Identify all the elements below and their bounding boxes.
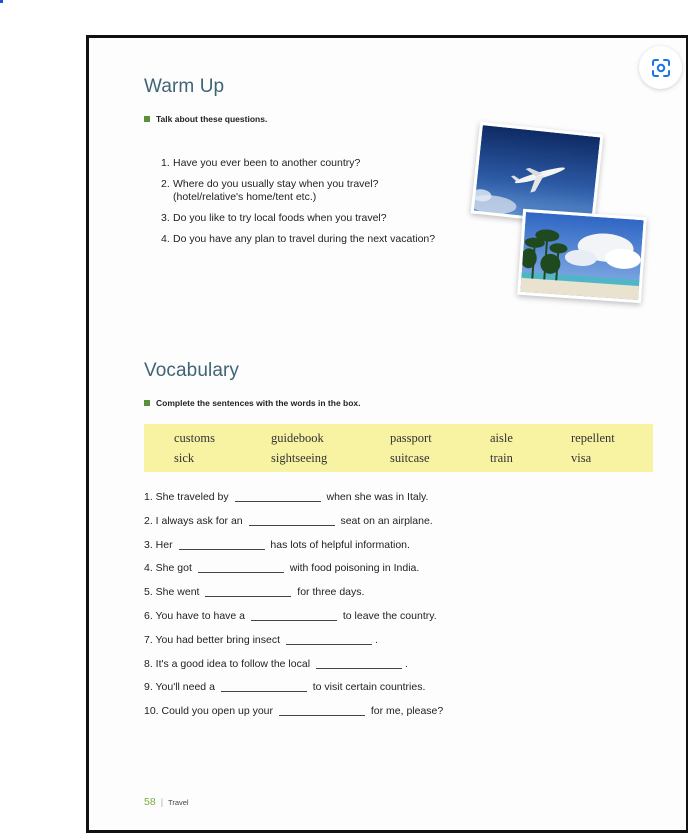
word-bank-item: guidebook <box>271 431 324 445</box>
vocabulary-instruction-text: Complete the sentences with the words in the box. <box>156 398 361 408</box>
sentence-end: seat on an airplane. <box>337 514 433 527</box>
word-bank <box>144 424 653 472</box>
answer-blank <box>198 561 284 573</box>
sentence-end: for me, please? <box>367 705 444 718</box>
textbook-page <box>86 35 688 833</box>
sentence-start: 4. She got <box>144 562 195 575</box>
square-bullet-icon <box>144 400 150 406</box>
question-note: (hotel/relative's home/tent etc.) <box>173 191 317 203</box>
answer-blank <box>286 633 372 645</box>
question-item <box>161 233 435 246</box>
sentence-end: when she was in Italy. <box>323 491 429 503</box>
word-bank-item: sick <box>174 451 195 465</box>
lens-search-button[interactable] <box>639 46 682 89</box>
sentence-item <box>144 585 443 609</box>
sentence-start: 8. It's a good idea to follow the local <box>144 657 313 670</box>
sentence-end: for three days. <box>294 586 365 599</box>
sentence-start: 7. You had better bring insect <box>144 633 283 646</box>
sentence-item <box>144 561 443 585</box>
answer-blank <box>205 585 291 597</box>
question-text: Where do you usually stay when you travel? <box>173 178 379 190</box>
answer-blank <box>251 609 337 621</box>
sentence-end: . <box>374 633 378 646</box>
answer-blank <box>179 538 265 550</box>
answer-blank <box>221 680 307 692</box>
question-item <box>161 212 435 225</box>
word-bank-item: sightseeing <box>271 451 328 465</box>
word-bank-item: train <box>490 451 513 465</box>
answer-blank <box>249 514 335 526</box>
sentence-end: with food poisoning in India. <box>286 562 420 575</box>
question-number: 2. <box>161 178 170 190</box>
vocabulary-sentences <box>144 490 443 728</box>
question-text: Do you like to try local foods when you travel? <box>173 212 387 224</box>
sentence-start: 3. Her <box>144 538 176 551</box>
sentence-start: 2. I always ask for an <box>144 514 246 527</box>
sentence-item <box>144 680 443 704</box>
question-item <box>161 178 435 204</box>
question-text: Do you have any plan to travel during the next vacation? <box>173 233 436 245</box>
camera-search-icon <box>650 57 672 79</box>
answer-blank <box>279 704 365 716</box>
page-footer <box>144 796 189 808</box>
word-bank-item: suitcase <box>390 451 430 465</box>
sentence-item <box>144 704 443 728</box>
vocabulary-title: Vocabulary <box>144 360 240 381</box>
question-number: 4. <box>161 233 170 245</box>
warm-up-instruction-text: Talk about these questions. <box>156 114 268 124</box>
sentence-item <box>144 490 443 514</box>
footer-separator: | <box>160 797 164 807</box>
warm-up-title: Warm Up <box>144 76 225 97</box>
sentence-start: 10. Could you open up your <box>144 705 276 718</box>
sentence-item <box>144 538 443 562</box>
sentence-item <box>144 514 443 538</box>
vocabulary-instruction <box>144 398 361 408</box>
word-bank-item: passport <box>390 431 432 445</box>
chapter-name: Travel <box>168 797 189 807</box>
warm-up-questions <box>161 157 435 254</box>
question-item <box>161 157 435 170</box>
sentence-item <box>144 657 443 681</box>
answer-blank <box>235 490 321 502</box>
word-bank-item: customs <box>174 431 215 445</box>
sentence-start: 5. She went <box>144 586 203 599</box>
sentence-end: to visit certain countries. <box>309 681 426 694</box>
question-number: 1. <box>161 157 170 169</box>
sentence-start: 9. You'll need a <box>144 681 218 694</box>
sentence-start: 6. You have to have a <box>144 609 248 622</box>
question-number: 3. <box>161 212 170 224</box>
square-bullet-icon <box>144 116 150 122</box>
word-bank-item: repellent <box>571 431 615 445</box>
beach-photo <box>517 209 647 303</box>
answer-blank <box>316 657 402 669</box>
page-number: 58 <box>144 796 156 808</box>
word-bank-item: visa <box>571 451 592 465</box>
corner-marker <box>0 0 3 3</box>
sentence-item <box>144 633 443 657</box>
question-text-block <box>173 178 378 204</box>
sentence-end: has lots of helpful information. <box>267 538 410 551</box>
sentence-end: to leave the country. <box>339 609 437 622</box>
warm-up-instruction <box>144 114 267 124</box>
sentence-end: . <box>404 657 408 670</box>
sentence-start: 1. She traveled by <box>144 491 232 503</box>
sentence-item <box>144 609 443 633</box>
question-text: Have you ever been to another country? <box>173 157 361 169</box>
word-bank-item: aisle <box>490 431 513 445</box>
